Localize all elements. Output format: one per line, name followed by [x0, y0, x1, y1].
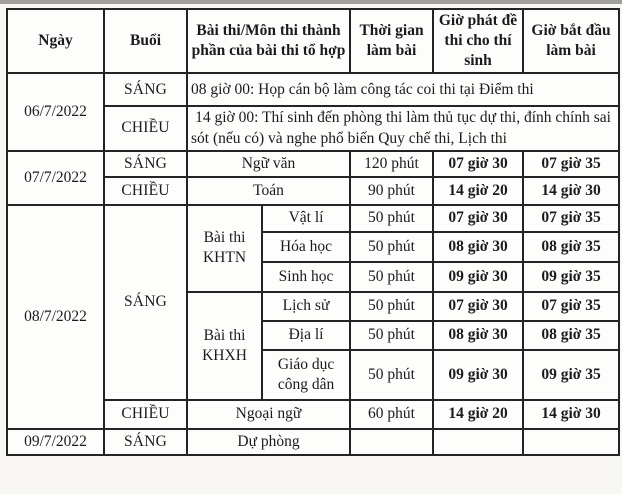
duration-cell: 50 phút	[350, 205, 433, 232]
start-time-cell: 08 giờ 35	[523, 321, 619, 350]
handout-time-cell: 08 giờ 30	[433, 232, 523, 262]
header-exam: Bài thi/Môn thi thành phần của bài thi tổ hợp	[187, 9, 350, 73]
handout-time-cell: 08 giờ 30	[433, 321, 523, 350]
start-time-cell: 07 giờ 35	[523, 151, 619, 177]
header-date: Ngày	[7, 9, 104, 73]
date-cell: 07/7/2022	[7, 151, 104, 205]
handout-time-cell: 09 giờ 30	[433, 350, 523, 400]
duration-cell: 50 phút	[350, 321, 433, 350]
handout-time-cell: 07 giờ 30	[433, 292, 523, 321]
duration-cell: 120 phút	[350, 151, 433, 177]
duration-cell: 50 phút	[350, 350, 433, 400]
table-row	[7, 151, 619, 177]
subject-cell: Toán	[187, 177, 350, 205]
handout-time-cell: 09 giờ 30	[433, 262, 523, 292]
subject-cell: Giáo dục công dân	[262, 350, 350, 400]
subject-cell: Địa lí	[262, 321, 350, 350]
start-time-cell: 07 giờ 35	[523, 205, 619, 232]
start-time-cell: 14 giờ 30	[523, 177, 619, 205]
handout-time-cell: 07 giờ 30	[433, 151, 523, 177]
subject-cell: Ngữ văn	[187, 151, 350, 177]
subject-cell: Ngoại ngữ	[187, 400, 350, 429]
date-cell: 06/7/2022	[7, 73, 104, 150]
note-cell: 14 giờ 00: Thí sinh đến phòng thi làm thủ tục dự thi, đính chính sai sót (nếu có) và nghe phổ biến Quy chế thi, Lịch thi	[187, 106, 619, 150]
duration-cell: 60 phút	[350, 400, 433, 429]
duration-cell: 50 phút	[350, 262, 433, 292]
scan-edge-strip	[0, 0, 622, 4]
exam-schedule-table	[6, 8, 620, 456]
start-time-cell	[523, 429, 619, 455]
subject-cell: Vật lí	[262, 205, 350, 232]
date-cell: 09/7/2022	[7, 429, 104, 455]
table-row	[7, 205, 619, 232]
note-cell: 08 giờ 00: Họp cán bộ làm công tác coi thi tại Điểm thi	[187, 73, 619, 106]
session-cell: SÁNG	[104, 73, 187, 106]
exam-group-cell: Bài thi KHTN	[187, 205, 262, 292]
duration-cell: 90 phút	[350, 177, 433, 205]
handout-time-cell: 14 giờ 20	[433, 400, 523, 429]
session-cell: SÁNG	[104, 205, 187, 400]
header-handout-time: Giờ phát đề thi cho thí sinh	[433, 9, 523, 73]
table-row	[7, 73, 619, 106]
exam-group-cell: Bài thi KHXH	[187, 292, 262, 400]
start-time-cell: 09 giờ 35	[523, 350, 619, 400]
date-cell: 08/7/2022	[7, 205, 104, 429]
handout-time-cell: 07 giờ 30	[433, 205, 523, 232]
table-row	[7, 429, 619, 455]
handout-time-cell	[433, 429, 523, 455]
duration-cell	[350, 429, 433, 455]
start-time-cell: 07 giờ 35	[523, 292, 619, 321]
header-duration: Thời gian làm bài	[350, 9, 433, 73]
header-start-time: Giờ bắt đầu làm bài	[523, 9, 619, 73]
header-session: Buổi	[104, 9, 187, 73]
start-time-cell: 14 giờ 30	[523, 400, 619, 429]
subject-cell: Dự phòng	[187, 429, 350, 455]
start-time-cell: 09 giờ 35	[523, 262, 619, 292]
subject-cell: Sinh học	[262, 262, 350, 292]
session-cell: CHIỀU	[104, 177, 187, 205]
duration-cell: 50 phút	[350, 292, 433, 321]
start-time-cell: 08 giờ 35	[523, 232, 619, 262]
session-cell: CHIỀU	[104, 400, 187, 429]
session-cell: SÁNG	[104, 429, 187, 455]
table-header-row	[7, 9, 619, 73]
session-cell: SÁNG	[104, 151, 187, 177]
duration-cell: 50 phút	[350, 232, 433, 262]
subject-cell: Lịch sử	[262, 292, 350, 321]
handout-time-cell: 14 giờ 20	[433, 177, 523, 205]
subject-cell: Hóa học	[262, 232, 350, 262]
session-cell: CHIỀU	[104, 106, 187, 150]
